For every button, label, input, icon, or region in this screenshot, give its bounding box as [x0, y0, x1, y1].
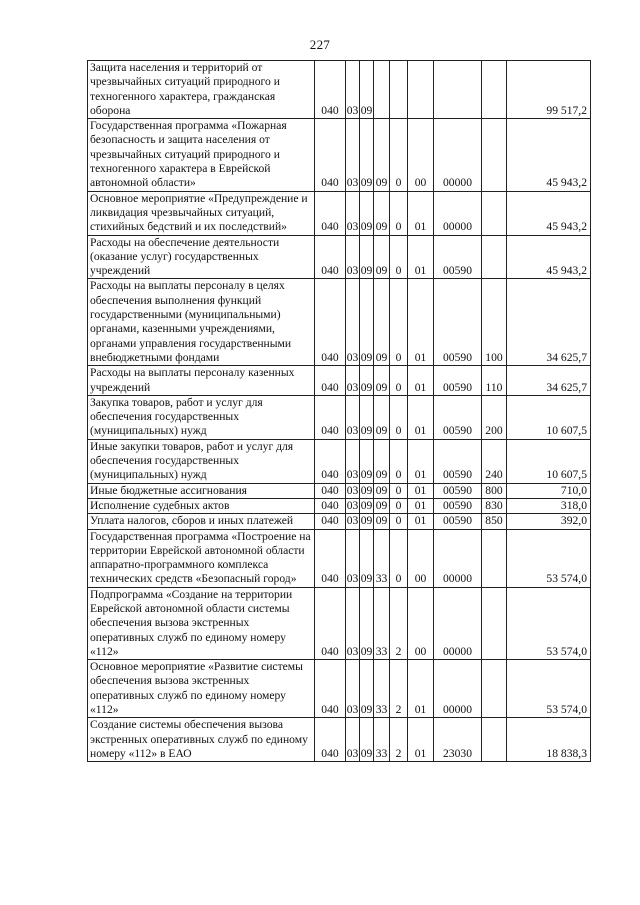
expense-type-cell: 200 [482, 395, 507, 439]
subsection-code-cell: 09 [360, 483, 373, 497]
activity-code-cell: 01 [408, 660, 434, 718]
program-code-cell: 09 [374, 235, 390, 279]
ministry-code-cell: 040 [315, 119, 346, 191]
row-name-cell: Основное мероприятие «Развитие системы обеспечения вызова экстренных оперативных служб по единому номеру «112» [88, 660, 315, 718]
program-code-cell: 33 [374, 660, 390, 718]
section-code-cell: 03 [346, 395, 360, 439]
amount-cell: 53 574,0 [507, 529, 591, 587]
amount-cell: 318,0 [507, 498, 591, 513]
activity-code-cell: 00 [408, 119, 434, 191]
row-name-cell: Основное мероприятие «Предупреждение и ликвидация чрезвычайных ситуаций, стихийных бедствий и их последствий» [88, 191, 315, 235]
subsection-code-cell: 09 [360, 395, 374, 439]
section-code-cell: 03 [346, 235, 360, 279]
row-name-cell: Уплата налогов, сборов и иных платежей [88, 514, 315, 529]
direction-code-cell: 00000 [434, 587, 482, 659]
program-code-cell: 33 [374, 529, 390, 587]
table-row [88, 119, 591, 191]
activity-code-cell: 00 [408, 529, 434, 587]
direction-code-cell [434, 61, 482, 119]
amount-cell: 99 517,2 [507, 61, 591, 119]
row-name-cell: Исполнение судебных актов [88, 498, 315, 513]
ministry-code-cell: 040 [315, 235, 346, 279]
ministry-code-cell: 040 [315, 514, 346, 529]
section-code-cell: 03 [346, 718, 360, 762]
program-code-cell: 09 [374, 279, 390, 366]
table-row [88, 235, 591, 279]
direction-code-cell: 00590 [434, 366, 482, 396]
expense-type-cell: 100 [482, 279, 507, 366]
row-name-cell: Иные закупки товаров, работ и услуг для обеспечения государственных (муниципальных) нужд [88, 439, 315, 483]
ministry-code-cell: 040 [315, 439, 346, 483]
subprogram-code-cell: 0 [390, 119, 408, 191]
table-row [88, 366, 591, 396]
table-row [88, 279, 591, 366]
subprogram-code-cell: 0 [390, 279, 408, 366]
row-name-cell: Защита населения и территорий от чрезвычайных ситуаций природного и техногенного характера, гражданская оборона [88, 61, 315, 119]
row-name-cell: Подпрограмма «Создание на территории Еврейской автономной области системы обеспечения вызова экстренных оперативных служб по единому номеру «112» [88, 587, 315, 659]
subprogram-code-cell: 0 [390, 529, 408, 587]
section-code-cell: 03 [346, 439, 360, 483]
subsection-code-cell: 09 [360, 498, 373, 512]
program-code-cell: 33 [374, 718, 390, 762]
activity-code-cell: 01 [408, 235, 434, 279]
expense-type-cell: 830 [482, 498, 507, 513]
section-code-cell: 03 [346, 514, 359, 528]
subprogram-code-cell: 0 [390, 514, 408, 529]
program-code-cell: 09 [374, 483, 390, 498]
expense-type-cell [482, 235, 507, 279]
row-name-cell: Расходы на выплаты персоналу в целях обеспечения выполнения функций государственными (муниципальными) органами, казенными учреждениями, органами управления государственными внебюджетными фондами [88, 279, 315, 366]
program-code-cell: 09 [374, 514, 390, 529]
direction-code-cell: 00590 [434, 395, 482, 439]
section-code-cell: 03 [346, 61, 360, 119]
section-code-cell: 03 [346, 191, 360, 235]
amount-cell: 53 574,0 [507, 587, 591, 659]
subsection-code-cell: 09 [360, 718, 374, 762]
amount-cell: 10 607,5 [507, 395, 591, 439]
program-code-cell: 09 [374, 439, 390, 483]
row-name-cell: Государственная программа «Пожарная безопасность и защита населения от чрезвычайных ситуаций природного и техногенного характера в Еврейской автономной области» [88, 119, 315, 191]
subprogram-code-cell: 0 [390, 191, 408, 235]
amount-cell: 10 607,5 [507, 439, 591, 483]
activity-code-cell: 00 [408, 587, 434, 659]
subprogram-code-cell: 2 [390, 718, 408, 762]
section-code-cell: 03 [346, 366, 360, 396]
row-name-cell: Расходы на выплаты персоналу казенных учреждений [88, 366, 315, 396]
amount-cell: 53 574,0 [507, 660, 591, 718]
direction-code-cell: 00590 [434, 235, 482, 279]
activity-code-cell: 01 [408, 439, 434, 483]
amount-cell: 45 943,2 [507, 119, 591, 191]
expense-type-cell [482, 718, 507, 762]
amount-cell: 45 943,2 [507, 191, 591, 235]
expense-type-cell: 800 [482, 483, 507, 498]
direction-code-cell: 00000 [434, 660, 482, 718]
row-name-cell: Создание системы обеспечения вызова экстренных оперативных служб по единому номеру «112» в ЕАО [88, 718, 315, 762]
expense-type-cell [482, 191, 507, 235]
ministry-code-cell: 040 [315, 366, 346, 396]
table-row [88, 514, 591, 529]
ministry-code-cell: 040 [315, 587, 346, 659]
amount-cell: 34 625,7 [507, 279, 591, 366]
amount-cell: 45 943,2 [507, 235, 591, 279]
expense-type-cell [482, 587, 507, 659]
table-row [88, 498, 591, 513]
expense-type-cell: 850 [482, 514, 507, 529]
ministry-code-cell: 040 [315, 191, 346, 235]
table-row [88, 529, 591, 587]
table-row [88, 483, 591, 498]
table-row [88, 587, 591, 659]
section-code-cell: 03 [346, 119, 360, 191]
direction-code-cell: 00590 [434, 514, 482, 529]
ministry-code-cell: 040 [315, 660, 346, 718]
program-code-cell: 09 [374, 119, 390, 191]
row-name-cell: Расходы на обеспечение деятельности (оказание услуг) государственных учреждений [88, 235, 315, 279]
budget-table [87, 60, 591, 762]
direction-code-cell: 00590 [434, 483, 482, 498]
subprogram-code-cell: 0 [390, 498, 408, 513]
direction-code-cell: 00000 [434, 119, 482, 191]
subsection-code-cell: 09 [360, 279, 374, 366]
program-code-cell: 09 [374, 498, 390, 513]
subprogram-code-cell: 0 [390, 235, 408, 279]
activity-code-cell: 01 [408, 395, 434, 439]
page-number: 227 [309, 37, 331, 52]
row-name-cell: Государственная программа «Построение на территории Еврейской автономной области аппаратно-программного комплекса технических средств «Безопасный город» [88, 529, 315, 587]
subsection-code-cell: 09 [360, 587, 374, 659]
ministry-code-cell: 040 [315, 529, 346, 587]
amount-cell: 710,0 [507, 483, 591, 498]
ministry-code-cell: 040 [315, 483, 346, 498]
section-code-cell: 03 [346, 498, 359, 512]
direction-code-cell: 23030 [434, 718, 482, 762]
direction-code-cell: 00000 [434, 191, 482, 235]
ministry-code-cell: 040 [315, 718, 346, 762]
subprogram-code-cell: 2 [390, 660, 408, 718]
subsection-code-cell: 09 [360, 61, 374, 119]
expense-type-cell [482, 61, 507, 119]
table-row [88, 660, 591, 718]
activity-code-cell: 01 [408, 498, 434, 513]
program-code-cell: 33 [374, 587, 390, 659]
subprogram-code-cell: 0 [390, 366, 408, 396]
section-code-cell: 03 [346, 660, 360, 718]
expense-type-cell: 240 [482, 439, 507, 483]
program-code-cell: 09 [374, 395, 390, 439]
table-row [88, 61, 591, 119]
direction-code-cell: 00590 [434, 498, 482, 513]
direction-code-cell: 00000 [434, 529, 482, 587]
activity-code-cell: 01 [408, 366, 434, 396]
program-code-cell: 09 [374, 366, 390, 396]
table-row [88, 718, 591, 762]
subsection-code-cell: 09 [360, 660, 374, 718]
subprogram-code-cell: 2 [390, 587, 408, 659]
expense-type-cell [482, 119, 507, 191]
subprogram-code-cell [390, 61, 408, 119]
ministry-code-cell: 040 [315, 498, 346, 513]
row-name-cell: Закупка товаров, работ и услуг для обеспечения государственных (муниципальных) нужд [88, 395, 315, 439]
budget-table-body [88, 61, 591, 762]
subsection-code-cell: 09 [360, 119, 374, 191]
table-row [88, 395, 591, 439]
table-row [88, 439, 591, 483]
program-code-cell: 09 [374, 191, 390, 235]
amount-cell: 34 625,7 [507, 366, 591, 396]
subsection-code-cell: 09 [360, 235, 374, 279]
section-code-cell: 03 [346, 483, 359, 497]
subsection-code-cell: 09 [360, 366, 374, 396]
subsection-code-cell: 09 [360, 529, 374, 587]
subsection-code-cell: 09 [360, 514, 373, 528]
activity-code-cell [408, 61, 434, 119]
subprogram-code-cell: 0 [390, 439, 408, 483]
subsection-code-cell: 09 [360, 191, 374, 235]
direction-code-cell: 00590 [434, 439, 482, 483]
program-code-cell [374, 61, 390, 119]
expense-type-cell [482, 660, 507, 718]
activity-code-cell: 01 [408, 279, 434, 366]
subsection-code-cell: 09 [360, 439, 374, 483]
ministry-code-cell: 040 [315, 395, 346, 439]
subprogram-code-cell: 0 [390, 395, 408, 439]
expense-type-cell: 110 [482, 366, 507, 396]
row-name-cell: Иные бюджетные ассигнования [88, 483, 315, 498]
subprogram-code-cell: 0 [390, 483, 408, 498]
direction-code-cell: 00590 [434, 279, 482, 366]
amount-cell: 392,0 [507, 514, 591, 529]
section-code-cell: 03 [346, 587, 360, 659]
activity-code-cell: 01 [408, 718, 434, 762]
amount-cell: 18 838,3 [507, 718, 591, 762]
expense-type-cell [482, 529, 507, 587]
activity-code-cell: 01 [408, 191, 434, 235]
activity-code-cell: 01 [408, 514, 434, 529]
ministry-code-cell: 040 [315, 279, 346, 366]
section-code-cell: 03 [346, 279, 360, 366]
section-code-cell: 03 [346, 529, 360, 587]
ministry-code-cell: 040 [315, 61, 346, 119]
activity-code-cell: 01 [408, 483, 434, 498]
table-row [88, 191, 591, 235]
